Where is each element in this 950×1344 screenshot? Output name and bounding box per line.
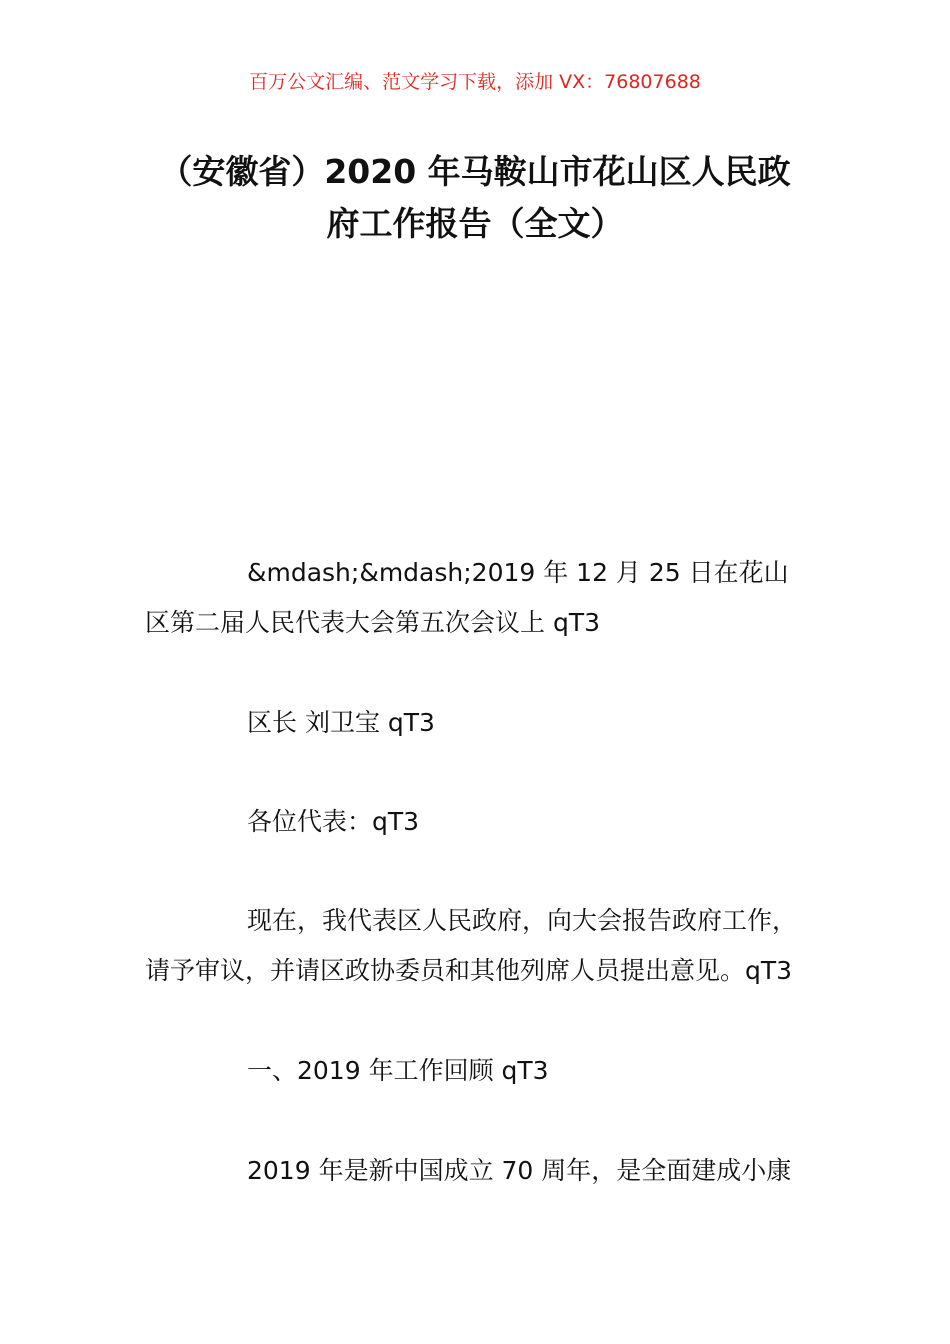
section-heading: 一、2019 年工作回顾 qT3 — [247, 1056, 549, 1085]
page-title-line-1: （安徽省）2020 年马鞍山市花山区人民政 — [159, 152, 791, 191]
paragraph-date-line-2: 区第二届人民代表大会第五次会议上 qT3 — [145, 608, 600, 637]
paragraph-intro-line-1: 现在，我代表区人民政府，向大会报告政府工作， — [247, 906, 798, 935]
paragraph-review-line-1: 2019 年是新中国成立 70 周年，是全面建成小康 — [247, 1156, 792, 1185]
paragraph-speaker: 区长 刘卫宝 qT3 — [247, 708, 435, 737]
paragraph-date-line-1: &mdash;&mdash;2019 年 12 月 25 日在花山 — [247, 558, 789, 587]
paragraph-salutation: 各位代表：qT3 — [247, 807, 420, 836]
header-note: 百万公文汇编、范文学习下载，添加 VX：76807688 — [249, 71, 701, 93]
page-title-line-2: 府工作报告（全文） — [326, 204, 624, 243]
paragraph-intro-line-2: 请予审议，并请区政协委员和其他列席人员提出意见。qT3 — [145, 956, 793, 985]
